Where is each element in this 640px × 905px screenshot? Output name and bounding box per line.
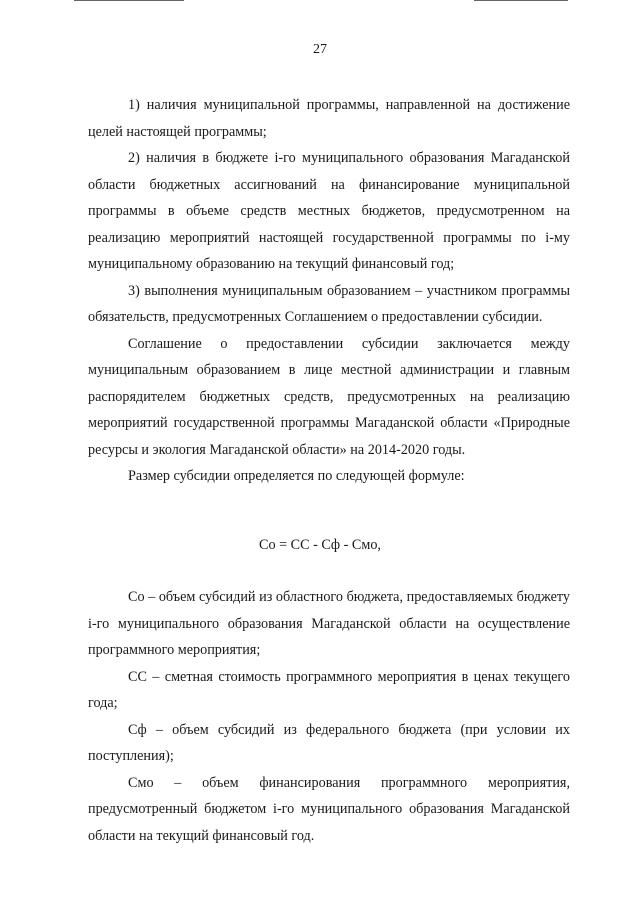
definition-ss: СС – сметная стоимость программного мероприятия в ценах текущего года; bbox=[88, 668, 570, 711]
paragraph-condition-3: 3) выполнения муниципальным образованием – участником программы обязательств, предусмотренных Соглашением о предоставлении субсидии. bbox=[88, 282, 570, 325]
formula: Со = СС - Сф - Смо, bbox=[259, 537, 381, 553]
page-number: 27 bbox=[313, 42, 327, 57]
top-edge-line-left bbox=[74, 0, 184, 1]
document-body-top bbox=[88, 92, 570, 490]
top-edge-line-right bbox=[474, 0, 568, 1]
paragraph-formula-intro: Размер субсидии определяется по следующей формуле: bbox=[128, 468, 465, 484]
definition-so: Со – объем субсидий из областного бюджета, предоставляемых бюджету i-го муниципального образования Магаданской области на осуществление программного мероприятия; bbox=[88, 589, 570, 658]
definition-smo: Смо – объем финансирования программного мероприятия, предусмотренный бюджетом i-го муниципального образования Магаданской области на текущий финансовый год. bbox=[88, 774, 570, 844]
paragraph-condition-2: 2) наличия в бюджете i-го муниципального образования Магаданской области бюджетных ассигнований на финансирование муниципальной программы в объеме средств местных бюджетов, предусмотренном на реализацию мероприятий настоящей государственной программы по i-му муниципальному образованию на текущий финансовый год; bbox=[88, 150, 570, 272]
paragraph-agreement: Соглашение о предоставлении субсидии заключается между муниципальным образованием в лице местной администрации и главным распорядителем бюджетных средств, предусмотренных на реализацию мероприятий государственной программы Магаданской области «Природные ресурсы и экология Магаданской области» на 2014-2020 годы. bbox=[88, 335, 570, 458]
definition-sf: Сф – объем субсидий из федерального бюджета (при условии их поступления); bbox=[88, 721, 570, 764]
document-body-bottom bbox=[88, 584, 570, 849]
paragraph-condition-1: 1) наличия муниципальной программы, направленной на достижение целей настоящей программы; bbox=[88, 97, 570, 140]
